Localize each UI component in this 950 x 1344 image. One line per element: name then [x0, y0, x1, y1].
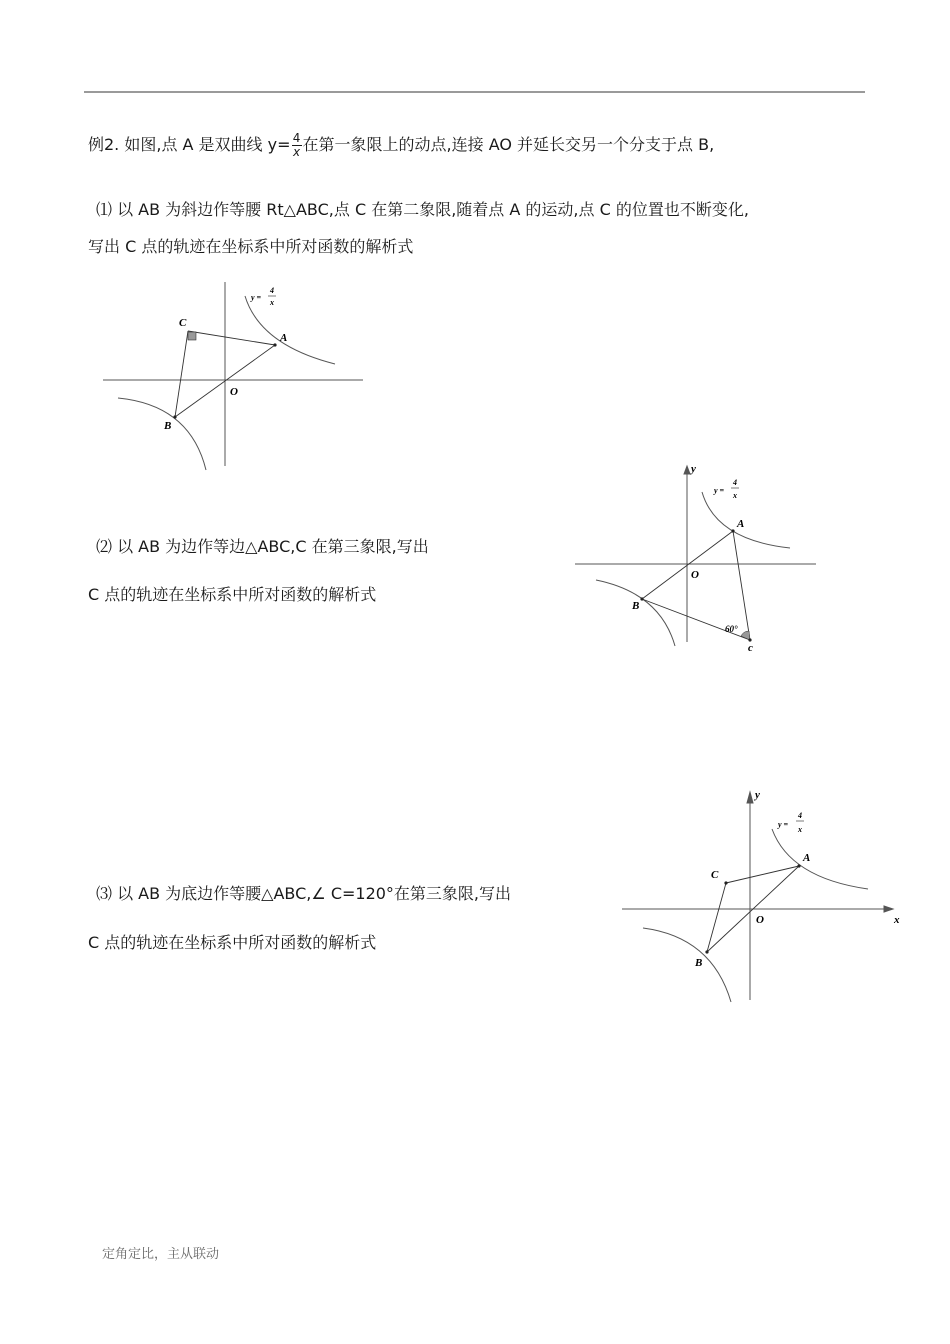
- fig1-eq-lhs: y =: [251, 293, 262, 302]
- q3-line1: ⑶ 以 AB 为底边作等腰△ABC,∠ C=120°在第三象限,写出: [96, 884, 512, 903]
- q1-line1: ⑴ 以 AB 为斜边作等腰 Rt△ABC,点 C 在第二象限,随着点 A 的运动,点 C 的位置也不断变化,: [96, 200, 749, 219]
- fig3-label-y: y: [755, 789, 760, 801]
- q2-line2: C 点的轨迹在坐标系中所对函数的解析式: [88, 585, 377, 604]
- fig1-eq-num: 4: [270, 286, 274, 295]
- q2-line1: ⑵ 以 AB 为边作等边△ABC,C 在第三象限,写出: [96, 537, 429, 556]
- intro-prefix: 例2. 如图,点 A 是双曲线 y=: [88, 135, 291, 154]
- fig3-label-x: x: [894, 914, 900, 926]
- intro-suffix: 在第一象限上的动点,连接 AO 并延长交另一个分支于点 B,: [302, 135, 715, 154]
- fig2-label-a: A: [737, 518, 745, 530]
- fig2-label-c: c: [748, 642, 753, 654]
- intro-fraction-denominator: x: [292, 145, 301, 159]
- fig2-label-o: O: [691, 569, 699, 581]
- fig2-label-angle: 60°: [725, 624, 738, 634]
- footer-note: 定角定比，主从联动: [102, 1247, 220, 1262]
- fig3-eq-num: 4: [798, 811, 802, 820]
- q3-line2: C 点的轨迹在坐标系中所对函数的解析式: [88, 933, 377, 952]
- fig2-eq-den: x: [733, 491, 737, 500]
- fig1-label-b: B: [164, 420, 172, 432]
- fig3-label-b: B: [695, 957, 703, 969]
- fig3-label-o: O: [756, 914, 764, 926]
- fig1-label-c: C: [179, 317, 187, 329]
- fig2-label-b: B: [632, 600, 640, 612]
- intro-fraction-numerator: 4: [292, 131, 301, 145]
- fig3-hyperbola-q1: [772, 829, 868, 889]
- fig3-label-c: C: [711, 869, 719, 881]
- fig3-eq-den: x: [798, 825, 802, 834]
- fig2-eq-num: 4: [733, 478, 737, 487]
- fig1-eq-den: x: [270, 298, 274, 307]
- fig2-label-y: y: [691, 463, 696, 475]
- fig3-hyperbola-q3: [643, 928, 731, 1002]
- q1-line2: 写出 C 点的轨迹在坐标系中所对函数的解析式: [88, 237, 414, 256]
- fig1-label-a: A: [280, 332, 288, 344]
- fig3-eq-lhs: y =: [778, 820, 789, 829]
- fig2-eq-lhs: y =: [714, 486, 725, 495]
- fig1-label-o: O: [230, 386, 238, 398]
- fig3-label-a: A: [803, 852, 811, 864]
